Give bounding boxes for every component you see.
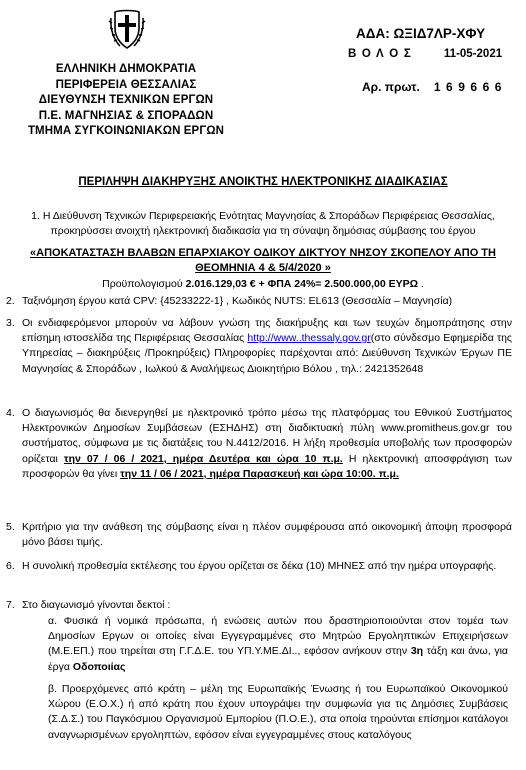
org-line: Π.Ε. ΜΑΓΝΗΣΙΑΣ & ΣΠΟΡΑΔΩΝ — [38, 109, 214, 122]
project-title-line: ΘΕΟΜΗΝΙΑ 4 & 5/4/2020 » — [195, 262, 331, 274]
item-4-text-b: Η ηλεκτρονική αποσφράγιση των προσφορών θα γίνει — [22, 452, 512, 480]
item-number: 5. — [6, 521, 15, 533]
item-2 — [6, 294, 512, 309]
org-line: ΔΙΕΥΘΥΝΣΗ ΤΕΧΝΙΚΩΝ ΕΡΓΩΝ — [38, 94, 214, 106]
org-line: ΠΕΡΙΦΕΡΕΙΑ ΘΕΣΣΑΛΙΑΣ — [55, 78, 197, 91]
budget-suffix: . — [418, 278, 424, 290]
item-7a-category: Οδοποιίας — [72, 660, 126, 673]
item-6 — [6, 559, 512, 574]
protocol-value: 169666 — [433, 80, 507, 94]
item-text — [22, 316, 512, 377]
item-1-line: προκηρύσσει ανοιχτή ηλεκτρονική διαδικασία για τη σύναψη δημόσιας σύμβασης του έργου — [50, 224, 476, 237]
budget-amount: 2.016.129,03 € + ΦΠΑ 24%= 2.500.000,00 ΕΥΡΩ — [185, 278, 419, 290]
item-text: Στο διαγωνισμό γίνονται δεκτοί : — [22, 599, 171, 611]
issuing-authority-block — [0, 62, 252, 140]
item-number: 7. — [6, 599, 15, 611]
item-number: 6. — [6, 560, 15, 572]
place-date — [348, 48, 502, 60]
item-7b: β. Προερχόμενες από κράτη – μέλη της Ευρωπαϊκής Ένωσης ή του Ευρωπαϊκού Οικονομικού Χώρου (Ε.Ο.Χ.) ή από κράτη που έχουν υπογράψει την συμφωνία για τις Δημόσιες Συμβάσεις (Σ.Δ.Σ.) του Παγκόσμιου Οργανισμού Εμπορίου (Π.Ο.Ε.), στα οποία τηρούνται επίσημοι κατάλογοι αναγνωρισμένων εργοληπτών, εφόσον είναι εγγεγραμμένες στους καταλόγους — [48, 683, 508, 741]
protocol-label: Αρ. πρωτ. — [362, 80, 420, 94]
date: 11-05-2021 — [443, 48, 503, 60]
submission-deadline: την 07 / 06 / 2021, ημέρα Δευτέρα και ώρα 10 π.μ. — [63, 452, 343, 465]
protocol-number — [362, 80, 507, 94]
budget-prefix: Προϋπολογισμού — [102, 278, 186, 290]
budget-line — [10, 278, 516, 290]
project-title — [10, 246, 516, 276]
thessaly-website-link[interactable]: http://www..thessaly.gov.gr — [247, 332, 371, 345]
item-1-intro — [10, 209, 516, 238]
city: Β Ο Λ Ο Σ — [348, 48, 412, 60]
org-line: ΕΛΛΗΝΙΚΗ ΔΗΜΟΚΡΑΤΙΑ — [55, 63, 197, 75]
item-text: Ταξινόμηση έργου κατά CPV: {45233222-1} , Κωδικός NUTS: EL613 (Θεσσαλία – Μαγνησία) — [22, 295, 453, 307]
item-3 — [6, 316, 512, 377]
opening-date: την 11 / 06 / 2021, ημέρα Παρασκευή και ώρα 10:00. π.μ. — [120, 467, 399, 480]
org-line: ΤΜΗΜΑ ΣΥΓΚΟΙΝΩΝΙΑΚΩΝ ΕΡΓΩΝ — [27, 125, 225, 137]
item-7a-class: 3η — [410, 645, 424, 658]
document-title: ΠΕΡΙΛΗΨΗ ΔΙΑΚΗΡΥΞΗΣ ΑΝΟΙΚΤΗΣ ΗΛΕΚΤΡΟΝΙΚΗΣ ΔΙΑΔΙΚΑΣΙΑΣ — [78, 176, 448, 188]
item-text: Κριτήριο για την ανάθεση της σύμβασης είναι η πλέον συμφέρουσα από οικονομική άποψη προσφορά μόνο βάσει τιμής. — [22, 521, 512, 549]
item-3-text-b: (στο σύνδεσμο Εφημερίδα της Υπηρεσίας – διακηρύξεις /Προκηρύξεις) Πληροφορίες παρέχονται από: Διεύθυνση Τεχνικών Έργων ΠΕ Μαγνησίας & Σποράδων , Ιωλκού & Αναλήψεως Διοικητήριο Βόλου , τηλ.: 2421352648 — [22, 332, 512, 375]
project-title-line: «ΑΠΟΚΑΤΑΣΤΑΣΗ ΒΛΑΒΩΝ ΕΠΑΡΧΙΑΚΟΥ ΟΔΙΚΟΥ ΔΙΚΤΥΟΥ ΝΗΣΟΥ ΣΚΟΠΕΛΟΥ ΑΠΟ ΤΗ — [30, 247, 496, 259]
ada-code: ΑΔΑ: ΩΞΙΔ7ΛΡ-ΧΦΥ — [356, 26, 486, 41]
item-4 — [6, 406, 512, 482]
item-1-line: 1. Η Διεύθυνση Τεχνικών Περιφερειακής Ενότητας Μαγνησίας & Σποράδων Περιφέρειας Θεσσαλίας, — [31, 210, 495, 222]
item-3-text-a: Οι ενδιαφερόμενοι μπορούν να λάβουν γνώση της διακήρυξης και των τευχών δημοπράτησης στην επίσημη ιστοσελίδα της Περιφέρειας Θεσσαλίας — [22, 317, 512, 345]
item-5 — [6, 520, 512, 550]
item-4-text-a: Ο διαγωνισμός θα διενεργηθεί με ηλεκτρονικό τρόπο μέσω της πλατφόρμας του Εθνικού Συστήματος Ηλεκτρονικών Δημοσίων Συμβάσεων (ΕΣΗΔΗΣ) στη διαδικτυακή πύλη www.promitheus.gov.gr του συστήματος, σύμφωνα με τις διατάξεις του Ν.4412/2016. Η λήξη προθεσμία υποβολής των προσφορών ορίζεται — [22, 407, 512, 465]
item-number: 4. — [6, 407, 15, 419]
greek-emblem-icon — [108, 8, 146, 52]
item-7a — [48, 614, 508, 675]
item-number: 3. — [6, 317, 15, 329]
item-number: 2. — [6, 295, 15, 307]
item-7a-text: α. Φυσικά ή νομικά πρόσωπα, ή ενώσεις αυτών που δραστηριοποιούνται στον τομέα των Δημοσίων Εργων οι οποίες είναι Εγγεγραμμένες στο Μητρώο Εργοληπτικών Επιχειρήσεων (Μ.Ε.ΕΠ.) που τηρείται στη Γ.Γ.Δ.Ε. του ΥΠ.Υ.ΜΕ.ΔΙ.., εφόσον ανήκουν στην — [48, 615, 508, 658]
item-text — [22, 406, 512, 482]
item-7a-text2: τάξη και άνω, για έργα — [48, 645, 508, 673]
item-7 — [6, 598, 512, 613]
item-text: Η συνολική προθεσμία εκτέλεσης του έργου ορίζεται σε δέκα (10) ΜΗΝΕΣ από την ημέρα υπογραφής. — [22, 560, 497, 572]
